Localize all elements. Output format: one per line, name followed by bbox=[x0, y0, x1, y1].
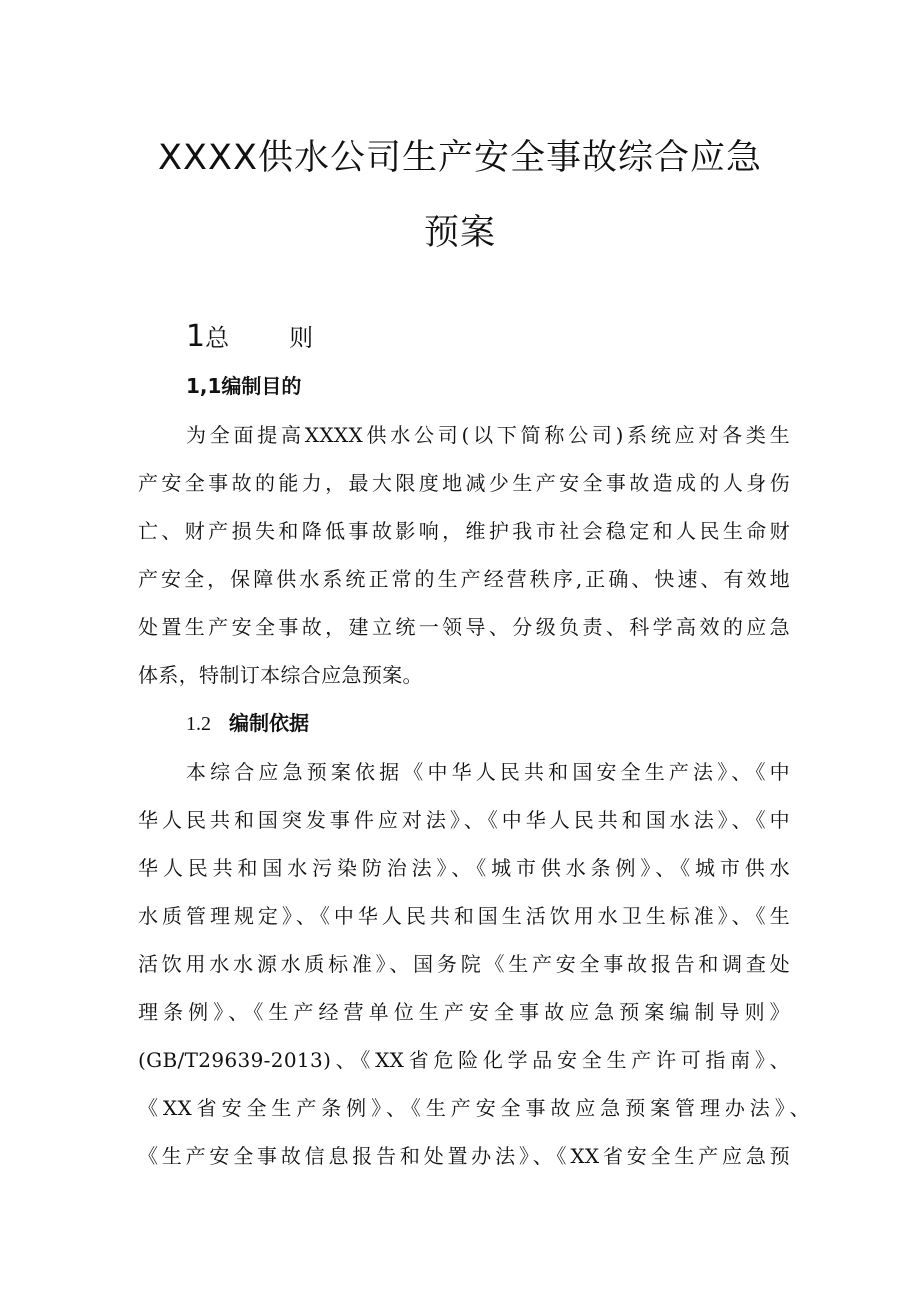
section-1-title-part-2: 则 bbox=[289, 324, 314, 352]
paragraph-line: 华人民共和国水污染防治法》、《城市供水条例》、《城市供水 bbox=[138, 856, 790, 880]
section-1-2-title: 编制依据 bbox=[229, 711, 309, 735]
document-title-line-2: 预案 bbox=[423, 213, 496, 253]
document-title-line-1: XXXX供水公司生产安全事故综合应急 bbox=[158, 138, 762, 178]
paragraph-line: 《XX省安全生产条例》、《生产安全事故应急预案管理办法》、 bbox=[138, 1096, 810, 1120]
paragraph-line: 产安全，保障供水系统正常的生产经营秩序,正确、快速、有效地 bbox=[138, 567, 790, 591]
paragraph-line: 亡、财产损失和降低事故影响，维护我市社会稳定和人民生命财 bbox=[138, 519, 790, 543]
section-1-2-heading bbox=[186, 707, 309, 736]
paragraph-line: (GB/T29639-2013)、《XX省危险化学品安全生产许可指南》、 bbox=[138, 1048, 790, 1072]
section-1-2-number: 1.2 bbox=[186, 713, 211, 735]
paragraph-line: 处置生产安全事故，建立统一领导、分级负责、科学高效的应急 bbox=[138, 615, 790, 639]
paragraph-line: 《生产安全事故信息报告和处置办法》、《XX省安全生产应急预 bbox=[138, 1144, 790, 1168]
paragraph-line: 华人民共和国突发事件应对法》、《中华人民共和国水法》、《中 bbox=[138, 808, 790, 832]
paragraph-line: 理条例》、《生产经营单位生产安全事故应急预案编制导则》 bbox=[138, 1000, 790, 1024]
paragraph-line: 产安全事故的能力，最大限度地减少生产安全事故造成的人身伤 bbox=[138, 471, 790, 495]
paragraph-line: 本综合应急预案依据《中华人民共和国安全生产法》、《中 bbox=[186, 760, 790, 784]
section-1-1-heading: 1,1编制目的 bbox=[186, 374, 302, 398]
section-1-number: 1 bbox=[186, 319, 206, 354]
paragraph-line: 为全面提高XXXX供水公司(以下简称公司)系统应对各类生 bbox=[186, 423, 790, 447]
section-1-heading bbox=[186, 318, 313, 354]
section-1-title-part-1: 总 bbox=[205, 324, 230, 352]
paragraph-line: 体系，特制订本综合应急预案。 bbox=[138, 663, 423, 687]
paragraph-line: 水质管理规定》、《中华人民共和国生活饮用水卫生标准》、《生 bbox=[138, 904, 790, 928]
paragraph-line: 活饮用水水源水质标准》、国务院《生产安全事故报告和调查处 bbox=[138, 952, 790, 976]
